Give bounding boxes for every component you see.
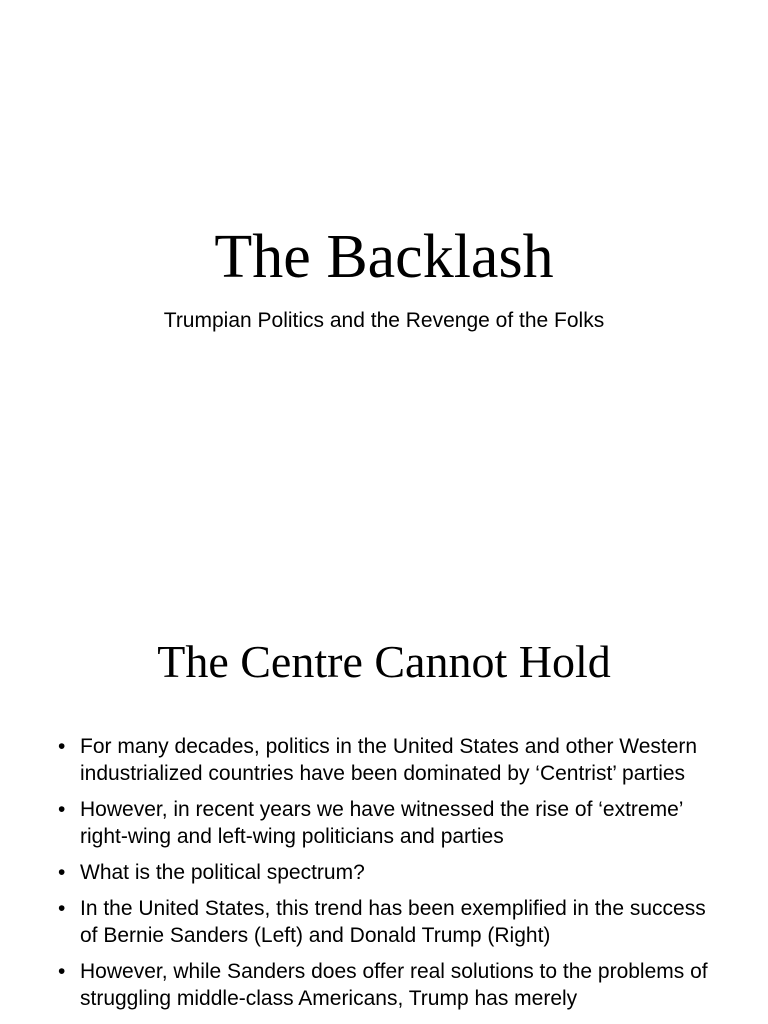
bullet-text: For many decades, politics in the United States and other Western industrialized countries have been dominated by ‘Centrist’ parties: [80, 735, 698, 785]
bullet-text: What is the political spectrum?: [80, 861, 365, 884]
bullet-item: [58, 958, 708, 1012]
bullet-dot-icon: •: [58, 798, 66, 821]
bullet-text: However, while Sanders does offer real solutions to the problems of struggling middle-class Americans, Trump has merely: [80, 960, 708, 1010]
bullet-text: In the United States, this trend has been exemplified in the success of Bernie Sanders (Left) and Donald Trump (Right): [80, 897, 706, 947]
bullet-item: [58, 859, 708, 886]
bullet-list: [58, 733, 708, 1021]
bullet-dot-icon: •: [58, 861, 66, 884]
slide-title: The Backlash: [214, 223, 554, 291]
bullet-dot-icon: •: [58, 960, 66, 983]
bullet-item: [58, 733, 708, 787]
content-slide: [0, 576, 768, 1024]
bullet-dot-icon: •: [58, 735, 66, 758]
bullet-item: [58, 895, 708, 949]
bullet-text: However, in recent years we have witnessed the rise of ‘extreme’ right-wing and left-wing politicians and parties: [80, 798, 683, 848]
slide-heading: The Centre Cannot Hold: [157, 636, 611, 687]
bullet-dot-icon: •: [58, 897, 66, 920]
bullet-item: [58, 796, 708, 850]
slide-subtitle: Trumpian Politics and the Revenge of the Folks: [163, 309, 605, 332]
